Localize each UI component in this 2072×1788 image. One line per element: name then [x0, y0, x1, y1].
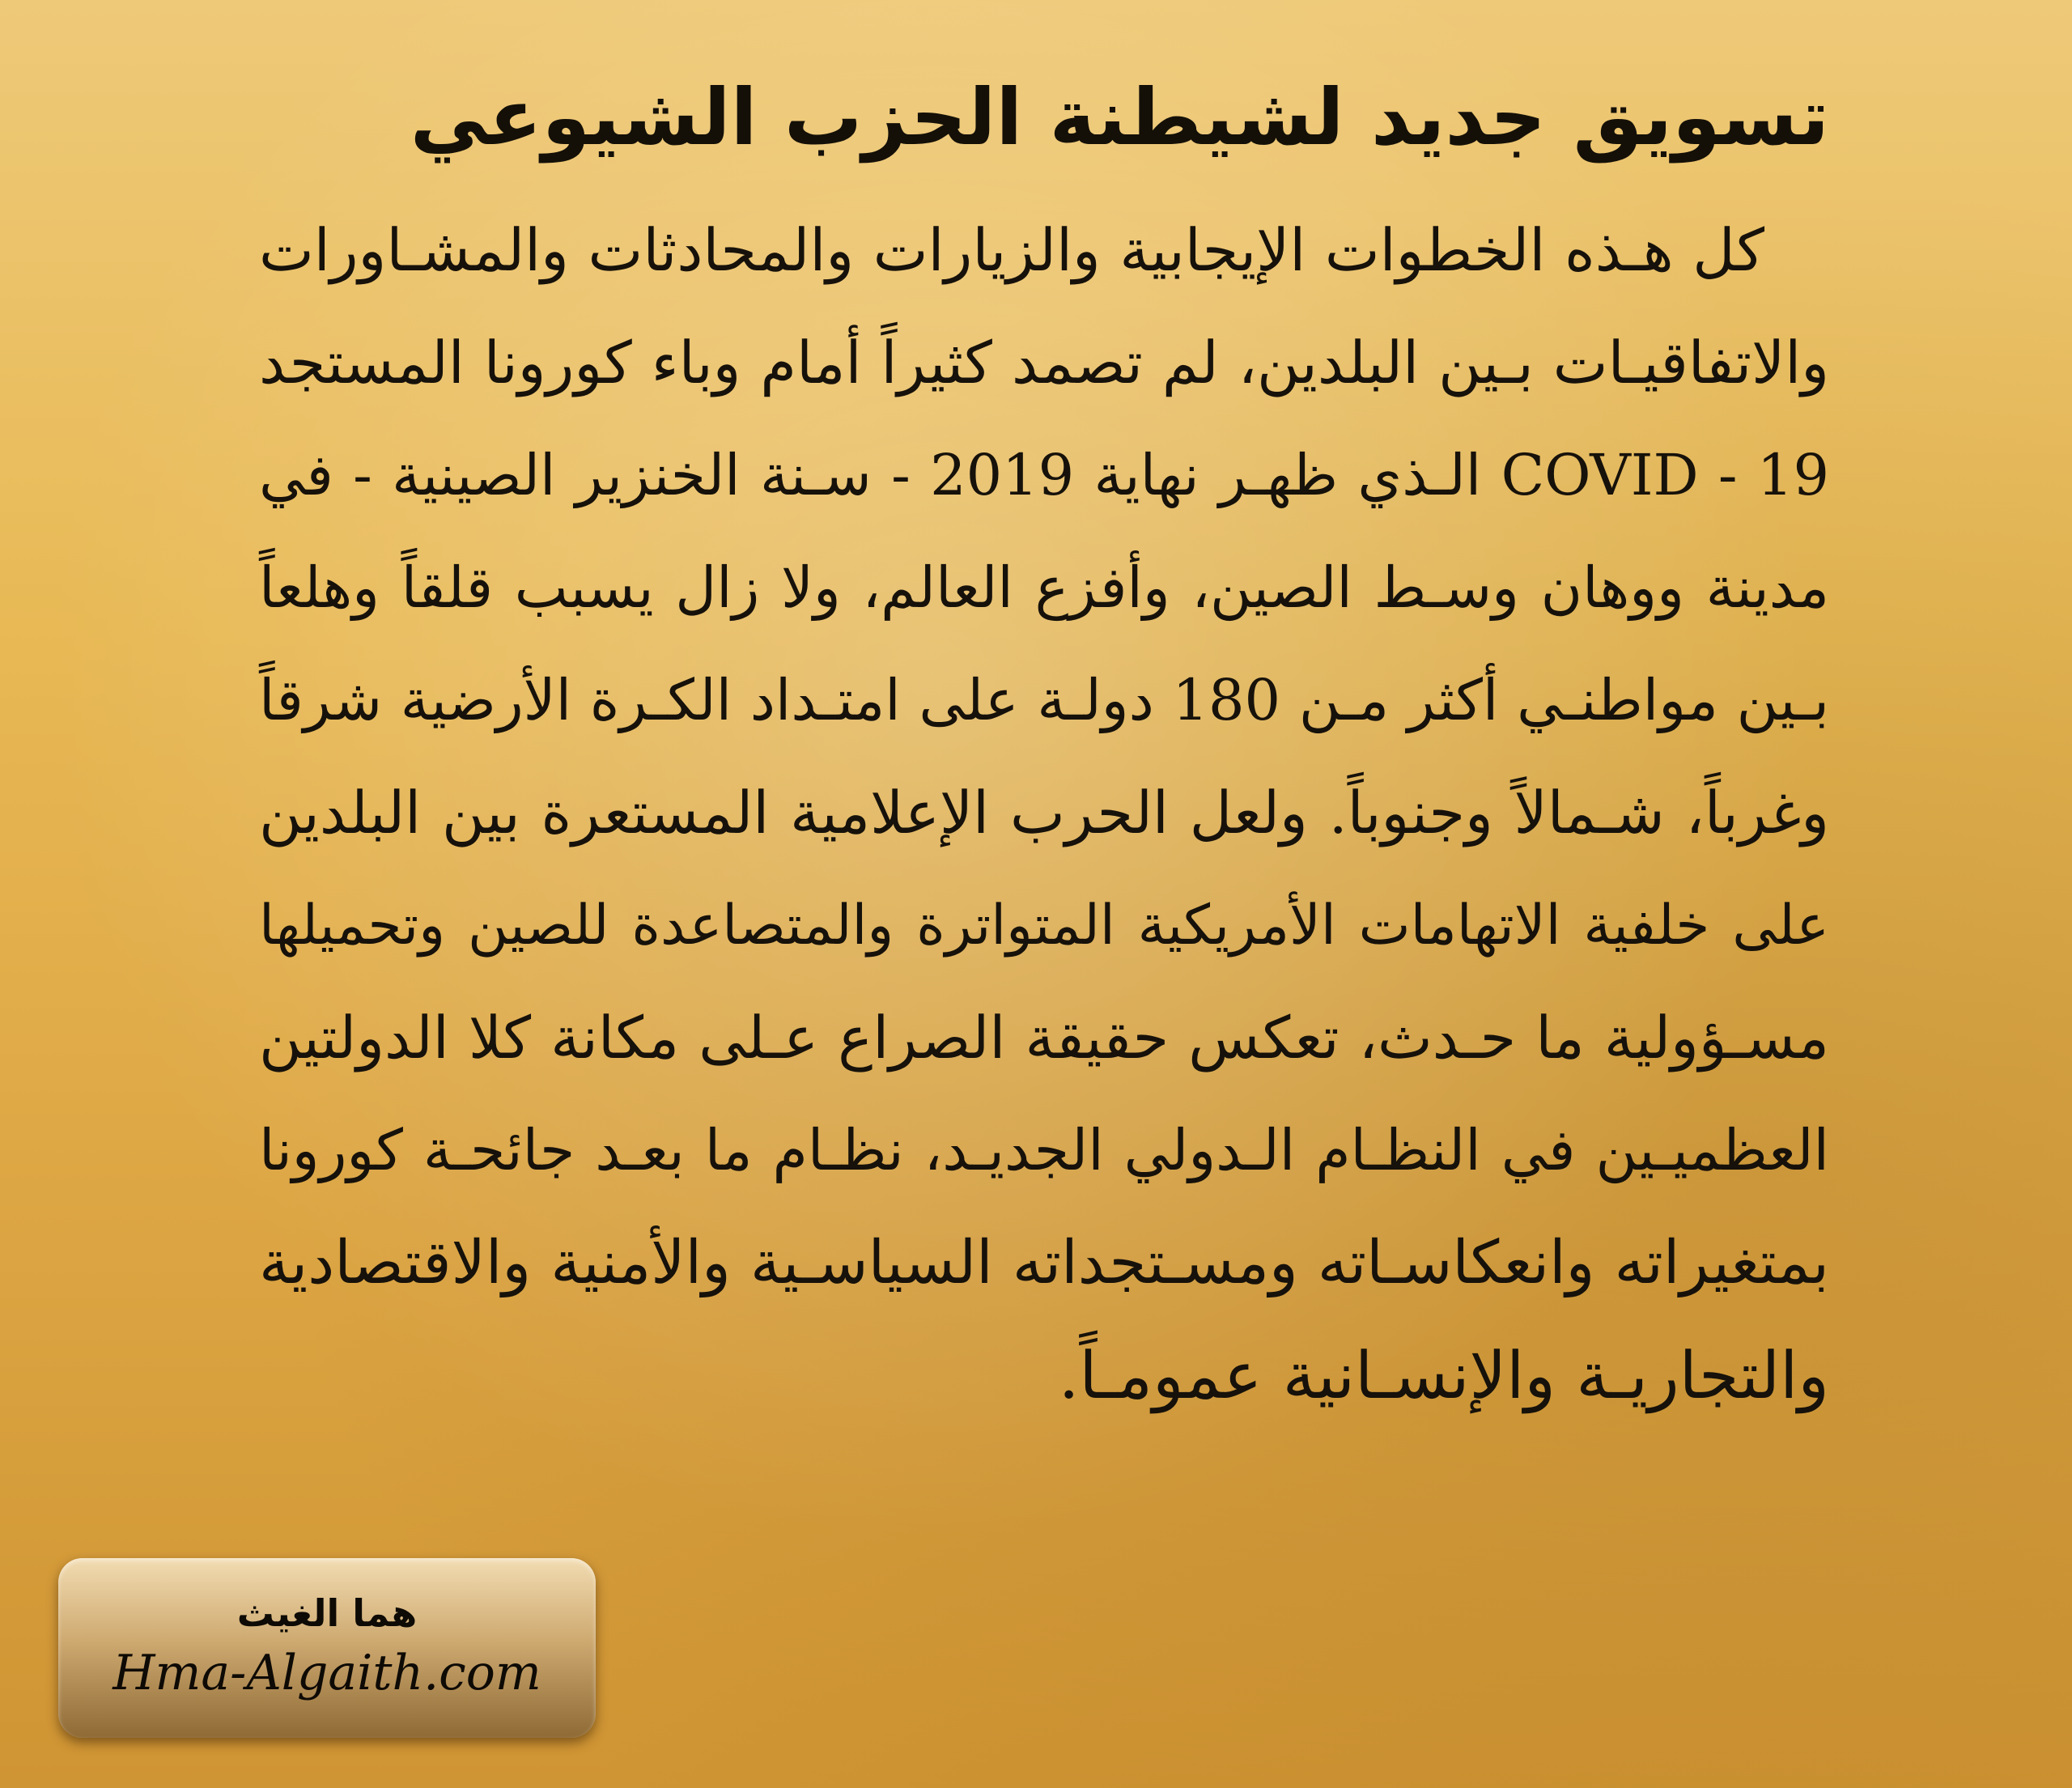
- watermark-arabic-name: هما الغيث: [236, 1591, 418, 1635]
- body-paragraph: [259, 194, 1829, 1432]
- watermark-badge: [58, 1558, 596, 1738]
- paragraph-line: كل هـذه الخطوات الإيجابية والزيارات والمحادثات والمشـاورات: [259, 216, 1764, 284]
- paragraph-line: وغرباً، شـمالاً وجنوباً. ولعل الحرب الإعلامية المستعرة بين البلدين: [259, 779, 1829, 847]
- paragraph-line: العظميـين في النظـام الـدولي الجديـد، نظـام ما بعـد جائحـة كورونا: [259, 1117, 1829, 1183]
- paragraph-line: بـين مواطنـي أكثر مـن 180 دولـة على امتـداد الكـرة الأرضية شرقاً: [259, 667, 1829, 733]
- paragraph-line: على خلفية الاتهامات الأمريكية المتواترة والمتصاعدة للصين وتحميلها: [259, 894, 1829, 958]
- watermark-website: Hma-Algaith.com: [113, 1645, 541, 1701]
- paragraph-line: والتجاريـة والإنسـانية عمومـاً.: [1058, 1338, 1829, 1413]
- paragraph-line: 19 - COVID الـذي ظهـر نهاية 2019 - سـنة الخنزير الصينية - في: [259, 442, 1829, 508]
- paragraph-line: والاتفاقيـات بـين البلدين، لم تصمد كثيراً أمام وباء كورونا المستجد: [259, 329, 1829, 397]
- section-heading: تسويق جديد لشيطنة الحزب الشيوعي: [410, 72, 1829, 163]
- paragraph-line: مدينة ووهان وسـط الصين، وأفزع العالم، ولا زال يسبب قلقاً وهلعاً: [259, 554, 1829, 621]
- paragraph-line: مسـؤولية ما حـدث، تعكس حقيقة الصراع عـلى مكانة كلا الدولتين: [259, 1004, 1829, 1072]
- paragraph-line: بمتغيراته وانعكاسـاته ومسـتجداته السياسـية والأمنية والاقتصادية: [259, 1228, 1829, 1297]
